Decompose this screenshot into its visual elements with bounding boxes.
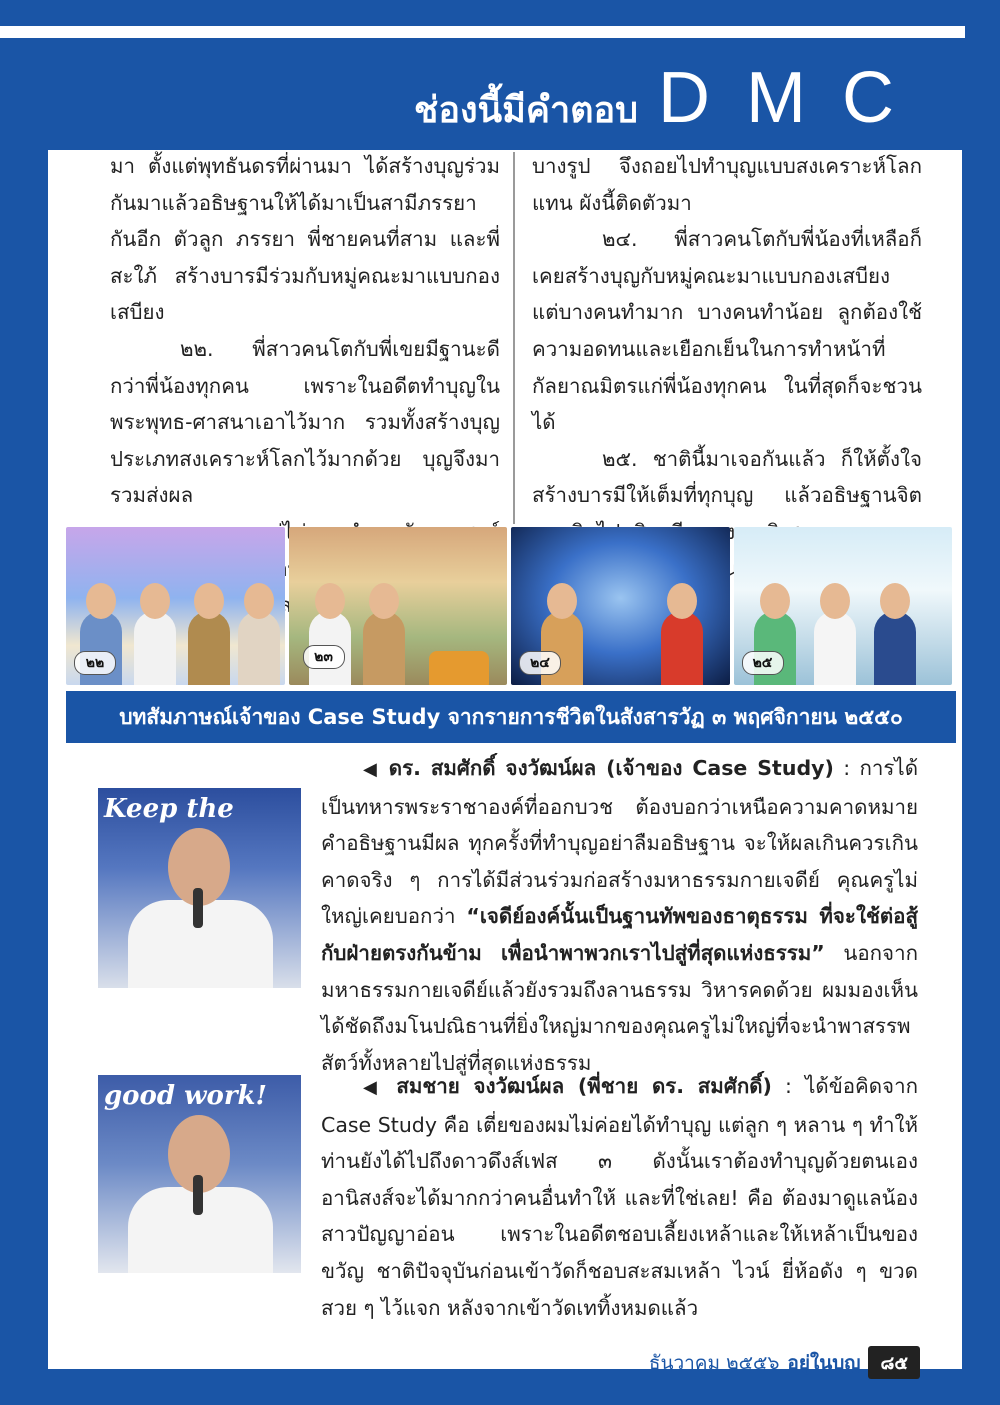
figure-head bbox=[760, 583, 790, 619]
interview-banner: บทสัมภาษณ์เจ้าของ Case Study จากรายการชีวิตในสังสารวัฏ ๓ พฤศจิกายน ๒๕๕๐ bbox=[66, 691, 956, 743]
section-title: ช่องนี้มีคำตอบ bbox=[413, 90, 639, 131]
quote-text: “เจดีย์องค์นั้นเป็นฐานทัพของธาตุธรรม ที่จะใช้ต่อสู้กับฝ่ายตรงกันข้าม เพื่อนำพาพวกเราไปสู่ที่สุดแห่งธรรม” bbox=[321, 904, 918, 965]
interview-paragraph bbox=[321, 750, 918, 1081]
article-column-right bbox=[532, 148, 922, 587]
offerings-shape bbox=[429, 651, 489, 685]
figure-head bbox=[369, 583, 399, 619]
paragraph: ๒๒. พี่สาวคนโตกับพี่เขยมีฐานะดีกว่าพี่น้องทุกคน เพราะในอดีตทำบุญในพระพุทธ-ศาสนาเอาไว้มาก รวมทั้งสร้างบุญประเภทสงเคราะห์โลกไว้มากด้วย บุญจึงมารวมส่งผล bbox=[110, 336, 500, 508]
interview-paragraph bbox=[321, 1068, 918, 1326]
figure-shape bbox=[814, 611, 856, 685]
speaker-name: สมชาย จงวัฒน์ผล (พี่ชาย ดร. สมศักดิ์) bbox=[396, 1074, 772, 1098]
illustration-strip bbox=[66, 527, 952, 685]
magazine-name: อยู่ในบุญ bbox=[787, 1351, 861, 1374]
figure-head bbox=[667, 583, 697, 619]
brand-logo: DMC bbox=[658, 58, 930, 138]
issue-date: ธันวาคม ๒๕๕๖ bbox=[648, 1351, 780, 1374]
illustration-number: ๒๒ bbox=[74, 651, 116, 675]
arrow-left-icon: ◀ bbox=[363, 1077, 397, 1098]
page-number: ๘๕ bbox=[868, 1346, 920, 1379]
figure-head bbox=[820, 583, 850, 619]
photo-backdrop-text: Keep the bbox=[104, 794, 234, 824]
left-border bbox=[0, 0, 48, 1405]
paragraph: ๒๕. ชาตินี้มาเจอกันแล้ว ก็ให้ตั้งใจสร้างบารมีให้เต็มที่ทุกบุญ แล้วอธิษฐานจิต bbox=[532, 446, 922, 508]
figure-shape bbox=[874, 611, 916, 685]
figure-shape bbox=[661, 611, 703, 685]
microphone-icon bbox=[193, 888, 203, 928]
arrow-left-icon: ◀ bbox=[363, 759, 389, 780]
column-divider bbox=[513, 152, 515, 524]
figure-head bbox=[547, 583, 577, 619]
interview-text: : การได้เป็นทหารพระราชาองค์ที่ออกบวช ต้องบอกว่าเหนือความคาดหมาย คำอธิษฐานมีผล ทุกครั้งที่ทำบุญอย่าลืมอธิษฐาน จะให้ผลเกินควรเกินคาดจริง ๆ การได้มีส่วนร่วมก่อสร้างมหาธรรมกายเจดีย์ คุณครูไม่ใหญ่เคยบอกว่า bbox=[321, 756, 919, 929]
illustration-panel bbox=[511, 527, 730, 685]
figure-head bbox=[880, 583, 910, 619]
interview-text: นอกจากมหาธรรมกายเจดีย์แล้วยังรวมถึงลานธรรม วิหารคดด้วย ผมมองเห็นได้ชัดถึงมโนปณิธานที่ยิ่งใหญ่มากของคุณครูไม่ใหญ่ที่จะนำพาสรรพสัตว์ทั้งหลายไปสู่ที่สุดแห่งธรรม bbox=[321, 940, 918, 1075]
paragraph: มา ตั้งแต่พุทธันดรที่ผ่านมา ได้สร้างบุญร่วมกันมาแล้วอธิษฐานให้ได้มาเป็นสามีภรรยากันอีก ตัวลูก ภรรยา พี่ชายคนที่สาม และพี่สะใภ้ สร้างบารมีร่วมกับหมู่คณะมาแบบกองเสบียง bbox=[110, 154, 500, 325]
speaker-photo bbox=[98, 1075, 301, 1273]
microphone-icon bbox=[193, 1175, 203, 1215]
illustration-panel bbox=[289, 527, 508, 685]
figure-head bbox=[315, 583, 345, 619]
figure-shape bbox=[188, 611, 230, 685]
illustration-number: ๒๔ bbox=[519, 651, 561, 675]
top-stripe bbox=[0, 26, 965, 38]
photo-backdrop-text: good work! bbox=[104, 1081, 267, 1111]
figure-shape bbox=[363, 611, 405, 685]
illustration-number: ๒๓ bbox=[303, 645, 345, 669]
page-footer bbox=[649, 1346, 920, 1379]
interview-text: : ได้ข้อคิดจาก Case Study คือ เตี่ยของผมไม่ค่อยได้ทำบุญ แต่ลูก ๆ หลาน ๆ ทำให้ ท่านยังได้ไปถึงดาวดึงส์เฟส ๓ ดังนั้นเราต้องทำบุญด้วยตนเอง อานิสงส์จะได้มากกว่าคนอื่นทำให้ และที่ใช่เลย! คือ ต้องมาดูแลน้องสาวปัญญาอ่อน เพราะในอดีตชอบเลี้ยงเหล้าและให้เหล้าเป็นของขวัญ ชาติปัจจุบันก่อนเข้าวัดก็ชอบสะสมเหล้า ไวน์ ยี่ห้อดัง ๆ ขวดสวย ๆ ไว้แจก หลังจากเข้าวัดเททิ้งหมดแล้ว bbox=[321, 1074, 918, 1320]
figure-head bbox=[244, 583, 274, 619]
speaker-photo bbox=[98, 788, 301, 988]
illustration-number: ๒๕ bbox=[742, 651, 784, 675]
figure-shape bbox=[134, 611, 176, 685]
section-header bbox=[413, 58, 930, 138]
paragraph: ๒๔. พี่สาวคนโตกับพี่น้องที่เหลือก็เคยสร้างบุญกับหมู่คณะมาแบบกองเสบียง แต่บางคนทำมาก บางคนทำน้อย ลูกต้องใช้ความอดทนและเยือกเย็นในการทำหน้าที่กัลยาณมิตรแก่พี่น้องทุกคน ในที่สุดก็จะชวนได้ bbox=[532, 227, 922, 435]
paragraph: บางรูป จึงถอยไปทำบุญแบบสงเคราะห์โลกแทน ผังนี้ติดตัวมา bbox=[532, 154, 922, 215]
figure-shape bbox=[238, 611, 280, 685]
figure-head bbox=[140, 583, 170, 619]
speaker-name: ดร. สมศักดิ์ จงวัฒน์ผล (เจ้าของ Case Study) bbox=[388, 756, 834, 780]
illustration-panel bbox=[66, 527, 285, 685]
figure-head bbox=[86, 583, 116, 619]
illustration-panel bbox=[734, 527, 953, 685]
figure-head bbox=[194, 583, 224, 619]
right-border bbox=[962, 0, 1000, 1405]
